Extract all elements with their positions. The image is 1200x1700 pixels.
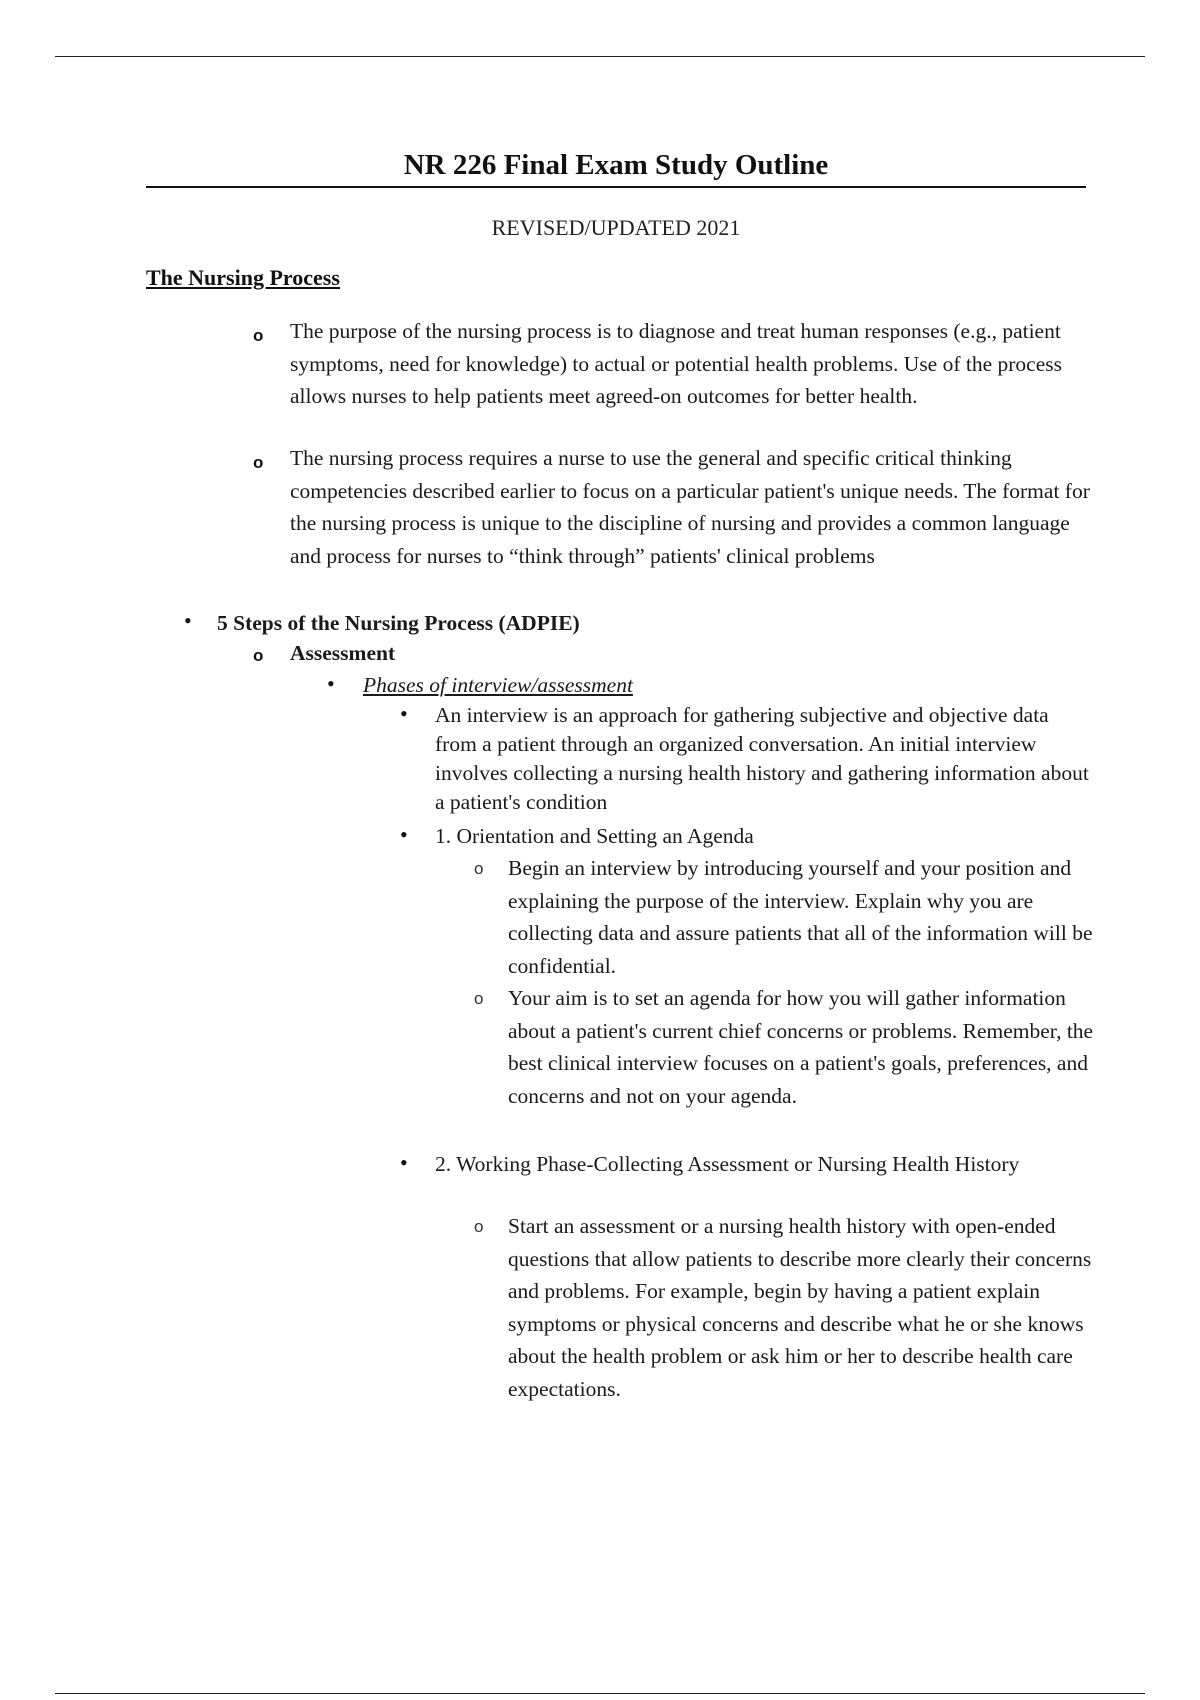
hollow-bullet-marker: o xyxy=(253,453,264,472)
interview-description: An interview is an approach for gathering subjective and objective data from a patient through an organized conversation. An initial interview involves collecting a nursing health history and gathering information about a patient's condition xyxy=(435,703,1089,814)
phases-label: Phases of interview/assessment xyxy=(363,673,633,697)
assessment-label: Assessment xyxy=(290,641,396,665)
page-subtitle: REVISED/UPDATED 2021 xyxy=(491,215,741,240)
paragraph-requirements: The nursing process requires a nurse to use the general and specific critical thinking competencies described earlier to focus on a particular patient's unique needs. The format for the nursing process is unique to the discipline of nursing and provides a common language and process for nurses to “think through” patients' clinical problems xyxy=(290,446,1090,568)
title-block xyxy=(146,146,1086,188)
section-heading: The Nursing Process xyxy=(146,265,340,290)
bullet-marker: • xyxy=(184,608,192,633)
phase2-label: 2. Working Phase-Collecting Assessment or Nursing Health History xyxy=(435,1152,1020,1176)
phase1-point: Begin an interview by introducing yourself and your position and explaining the purpose of the interview. Explain why you are collecting data and assure patients that all of the information will be confidential. xyxy=(508,856,1093,978)
hollow-bullet-marker: o xyxy=(474,989,484,1008)
hollow-bullet-marker: o xyxy=(253,326,264,345)
bullet-marker: • xyxy=(400,822,408,847)
steps-heading: 5 Steps of the Nursing Process (ADPIE) xyxy=(217,611,580,635)
bottom-rule xyxy=(55,1693,1145,1694)
hollow-bullet-marker: o xyxy=(253,646,264,665)
bullet-marker: • xyxy=(400,1150,408,1175)
page-title: NR 226 Final Exam Study Outline xyxy=(403,149,829,181)
bullet-marker: • xyxy=(400,701,408,726)
top-rule xyxy=(55,56,1145,57)
bullet-marker: • xyxy=(327,671,335,696)
hollow-bullet-marker: o xyxy=(474,859,484,878)
paragraph-purpose: The purpose of the nursing process is to diagnose and treat human responses (e.g., patient symptoms, need for knowledge) to actual or potential health problems. Use of the process allows nurses to help patients meet agreed-on outcomes for better health. xyxy=(290,319,1063,408)
phase1-point: Your aim is to set an agenda for how you will gather information about a patient's current chief concerns or problems. Remember, the best clinical interview focuses on a patient's goals, preferences, and concerns and not on your agenda. xyxy=(508,986,1094,1108)
phase1-label: 1. Orientation and Setting an Agenda xyxy=(435,824,754,848)
hollow-bullet-marker: o xyxy=(474,1217,484,1236)
phase2-point: Start an assessment or a nursing health history with open-ended questions that allow patients to describe more clearly their concerns and problems. For example, begin by having a patient explain symptoms or physical concerns and describe what he or she knows about the health problem or ask him or her to describe health care expectations. xyxy=(508,1214,1092,1401)
